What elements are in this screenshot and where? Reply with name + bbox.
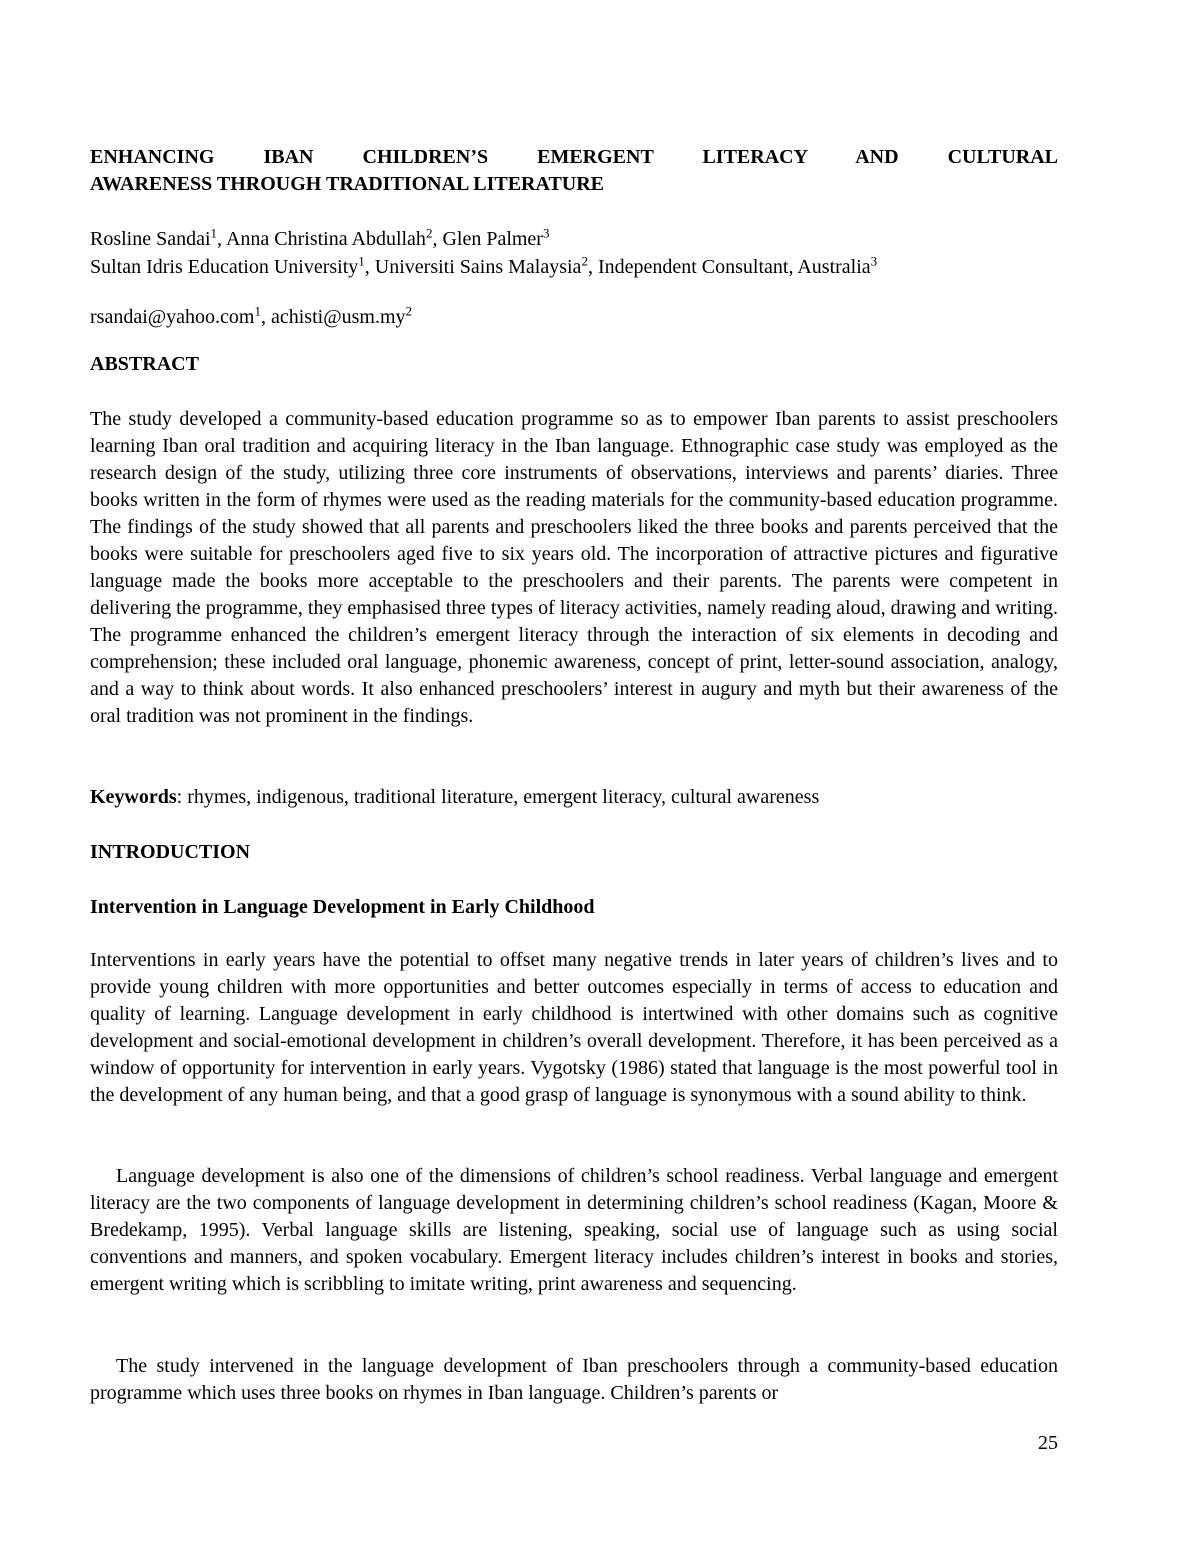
affiliation-1-mark: 1 bbox=[358, 253, 365, 269]
email-2-mark: 2 bbox=[405, 303, 413, 319]
email-list bbox=[90, 303, 1058, 331]
author-block bbox=[90, 225, 1058, 281]
author-separator: , bbox=[217, 228, 226, 250]
keywords-label: Keywords bbox=[90, 786, 177, 808]
title-line-2: AWARENESS THROUGH TRADITIONAL LITERATURE bbox=[90, 173, 605, 195]
intro-paragraph-3: The study intervened in the language development of Iban preschoolers through a community-based education programme which uses three books on rhymes in Iban language. Children’s parents or bbox=[90, 1355, 1058, 1404]
author-separator: , bbox=[432, 228, 443, 250]
affiliation-2: Universiti Sains Malaysia bbox=[374, 256, 582, 278]
keywords-text: : rhymes, indigenous, traditional literature, emergent literacy, cultural awareness bbox=[176, 786, 820, 808]
affiliation-separator: , bbox=[587, 256, 598, 278]
email-separator: , bbox=[260, 306, 271, 328]
title-line-1: ENHANCING IBAN CHILDREN’S EMERGENT LITERACY AND CULTURAL bbox=[90, 146, 1058, 168]
intro-paragraph-1: Interventions in early years have the potential to offset many negative trends in later years of children’s lives and to provide young children with more opportunities and better outcomes especially in terms of access to education and quality of learning. Language development in early childhood is intertwined with other domains such as cognitive development and social-emotional development in children’s overall development. Therefore, it has been perceived as a window of opportunity for intervention in early years. Vygotsky (1986) stated that language is the most powerful tool in the development of any human being, and that a good grasp of language is synonymous with a sound ability to think. bbox=[90, 949, 1058, 1106]
affiliation-1: Sultan Idris Education University bbox=[90, 256, 359, 278]
author-1: Rosline Sandai bbox=[90, 228, 211, 250]
author-3-affil: 3 bbox=[542, 225, 550, 241]
author-2-affil: 2 bbox=[425, 225, 433, 241]
affiliation-2-mark: 2 bbox=[581, 253, 588, 269]
author-1-affil: 1 bbox=[210, 225, 218, 241]
author-3: Glen Palmer bbox=[442, 228, 543, 250]
abstract-text: The study developed a community-based education programme so as to empower Iban parents to assist preschoolers learning Iban oral tradition and acquiring literacy in the Iban language. Ethnographic case study was employed as the research design of the study, utilizing three core instruments of observations, interviews and parents’ diaries. Three books written in the form of rhymes were used as the reading materials for the community-based education programme. The findings of the study showed that all parents and preschoolers liked the three books and parents perceived that the books were suitable for preschoolers aged five to six years old. The incorporation of attractive pictures and figurative language made the books more acceptable to the preschoolers and their parents. The parents were competent in delivering the programme, they emphasised three types of literacy activities, namely reading aloud, drawing and writing. The programme enhanced the children’s emergent literacy through the interaction of six elements in decoding and comprehension; these included oral language, phonemic awareness, concept of print, letter-sound association, analogy, and a way to think about words. It also enhanced preschoolers’ interest in augury and myth but their awareness of the oral tradition was not prominent in the findings. bbox=[90, 408, 1058, 727]
section-subheading: Intervention in Language Development in Early Childhood bbox=[90, 896, 595, 918]
intro-paragraph-2: Language development is also one of the dimensions of children’s school readiness. Verbal language and emergent literacy are the two components of language development in determining children’s school readiness (Kagan, Moore & Bredekamp, 1995). Verbal language skills are listening, speaking, social use of language such as using social conventions and manners, and spoken vocabulary. Emergent literacy includes children’s interest in books and stories, emergent writing which is scribbling to imitate writing, print awareness and sequencing. bbox=[90, 1165, 1058, 1295]
page-number: 25 bbox=[1038, 1432, 1058, 1454]
paper-title bbox=[90, 144, 1058, 198]
email-1[interactable]: rsandai@yahoo.com bbox=[90, 306, 255, 328]
affiliation-list bbox=[90, 253, 1058, 281]
affiliation-3-mark: 3 bbox=[870, 253, 878, 269]
keywords-line bbox=[90, 784, 1058, 811]
introduction-heading: INTRODUCTION bbox=[90, 841, 251, 863]
email-2[interactable]: achisti@usm.my bbox=[270, 306, 406, 328]
author-list bbox=[90, 225, 1058, 253]
affiliation-separator: , bbox=[364, 256, 375, 278]
abstract-heading: ABSTRACT bbox=[90, 353, 199, 375]
email-1-mark: 1 bbox=[254, 303, 261, 319]
affiliation-3: Independent Consultant, Australia bbox=[597, 256, 871, 278]
author-2: Anna Christina Abdullah bbox=[225, 228, 426, 250]
